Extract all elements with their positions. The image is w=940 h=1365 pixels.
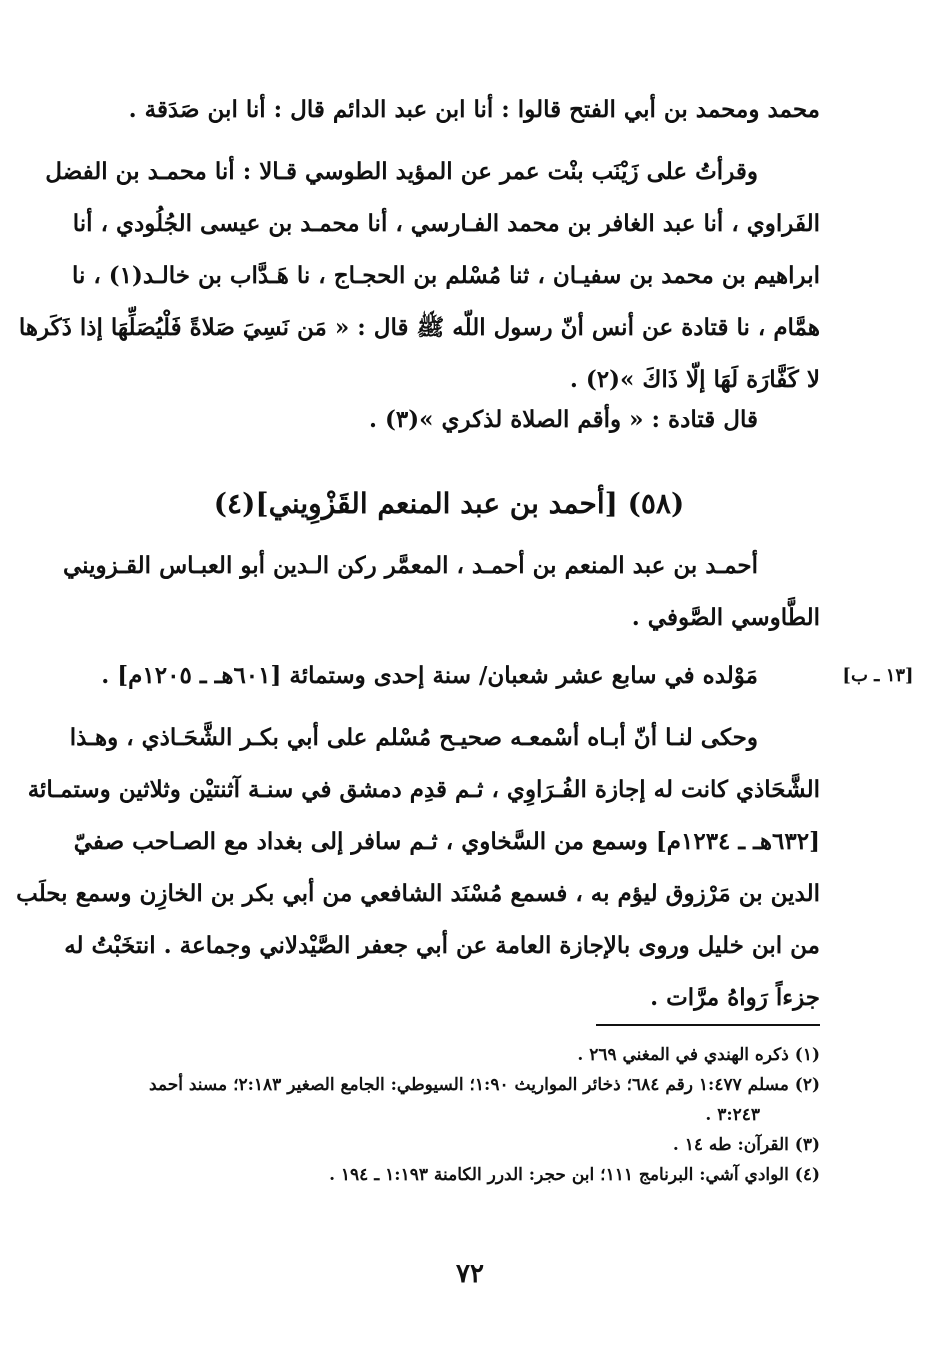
footnote-divider: [596, 1024, 820, 1026]
paragraph-4: [62, 540, 820, 644]
text-line: جزءاً رَواهُ مرَّات .: [650, 984, 820, 1011]
footnotes: [78, 1040, 820, 1190]
footnote-3: (٣) القرآن: طه ١٤ .: [672, 1135, 820, 1155]
paragraph-6: [16, 712, 820, 1024]
margin-folio-note: [١٣ ـ ب]: [842, 665, 914, 686]
text-line: مَوْلده في سابع عشر شعبان/ سنة إحدى وستمائة [٦٠١هـ ـ ١٢٠٥م] .: [101, 662, 758, 689]
text-line: لا كَفَّارَة لَهَا إلّا ذَاكَ »(٢) .: [569, 366, 820, 393]
text-line: الدين بن مَرْزوق ليؤم به ، فسمع مُسْنَد الشافعي من أبي بكر بن الخازِن وسمع بحلَب: [16, 880, 820, 907]
footnote-2-continued: ٣:٢٤٣ .: [705, 1105, 760, 1125]
paragraph-2: [18, 146, 820, 406]
entry-heading: (٥٨) [أحمد بن عبد المنعم القَزْوِيني](٤): [213, 487, 685, 520]
text-line: [٦٣٢هـ ـ ١٢٣٤م] وسمع من السَّخاوي ، ثـم سافر إلى بغداد مع الصـاحب صفيّ: [73, 828, 820, 855]
text-line: الطَّاوسي الصَّوفي .: [631, 604, 820, 631]
text-line: وحكى لنـا أنّ أبـاه أسْمعـه صحيـح مُسْلم على أبي بكـر الشَّحَـاذي ، وهـذا: [69, 724, 758, 751]
paragraph-1: [78, 84, 820, 136]
paragraph-5: [78, 650, 820, 702]
footnote-4: (٤) الوادي آشي: البرنامج ١١١؛ ابن حجر: الدرر الكامنة ١:١٩٣ ـ ١٩٤ .: [329, 1165, 820, 1185]
text-line: الشَّحَاذي كانت له إجازة الفُـرَاوِي ، ثـم قدِم دمشق في سنـة آثنتيْن وثلاثين وستمـائة: [27, 776, 820, 803]
paragraph-3: [78, 394, 820, 446]
text-line: الفَراوي ، أنا عبد الغافر بن محمد الفـارسي ، أنا محمـد بن عيسى الجُلُودي ، أنا: [72, 210, 820, 237]
text-line: وقرأتُ على زَيْنَب بنْت عمر عن المؤيد الطوسي قـالا : أنا محمـد بن الفضل: [45, 158, 758, 185]
text-line: همَّام ، نا قتادة عن أنس أنّ رسول اللّه ﷺ قال : « مَن نَسِيَ صَلاةً فَلْيُصَلِّهَا إذا ذَكَرها: [18, 314, 820, 341]
text-line: محمد ومحمد بن أبي الفتح قالوا : أنا ابن عبد الدائم قال : أنا ابن صَدَقة .: [128, 96, 820, 123]
footnote-2: (٢) مسلم ١:٤٧٧ رقم ٦٨٤؛ ذخائر المواريث ١:٩٠؛ السيوطي: الجامع الصغير ٢:١٨٣؛ مسند أحمد: [148, 1075, 820, 1095]
page-number: ٧٢: [456, 1259, 484, 1289]
text-line: من ابن خليل وروى بالإجازة العامة عن أبي جعفر الصَّيْدلاني وجماعة . انتخَبْتُ له: [64, 932, 820, 959]
text-line: قال قتادة : « وأقم الصلاة لذكري »(٣) .: [368, 406, 758, 433]
text-line: أحمـد بن عبد المنعم بن أحمـد ، المعمَّر ركن الـدين أبو العبـاس القـزويني: [62, 552, 758, 579]
text-line: ابراهيم بن محمد بن سفيـان ، ثنا مُسْلم بن الحجـاج ، نا هَـدَّاب بن خالـد(١) ، نا: [71, 262, 820, 289]
footnote-1: (١) ذكره الهندي في المغني ٢٦٩ .: [577, 1045, 820, 1065]
